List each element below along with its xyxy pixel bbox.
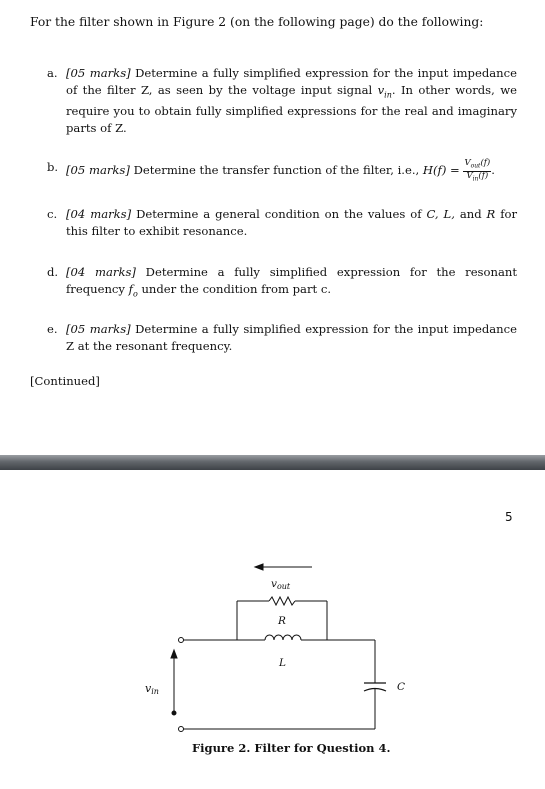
math-var: R: [486, 207, 496, 221]
filter-circuit-diagram: [0, 470, 545, 770]
inductor-label: L: [279, 657, 286, 669]
item-label: e.: [47, 322, 58, 336]
page-divider: [0, 455, 545, 470]
item-text-part: Determine a fully simplified expression for the resonant frequency: [66, 265, 517, 296]
item-text-part: under the condition from part c.: [137, 282, 332, 296]
vout-arrow-head: [255, 564, 263, 570]
capacitor-label: C: [397, 681, 406, 693]
resistor-label: R: [278, 615, 286, 627]
vin-arrow-tail: [172, 711, 176, 715]
question-item-b: [47, 159, 517, 183]
item-label: c.: [47, 207, 58, 221]
item-text: [66, 264, 517, 302]
item-text-part: . In other words, we require you to obtain fully simplified expressions for the real and imaginary parts of Z.: [66, 83, 517, 136]
question-item-c: [47, 206, 517, 240]
math-vars: C, L,: [426, 207, 455, 221]
continued-label: [Continued]: [30, 374, 100, 388]
marks-label: [05 marks]: [66, 322, 131, 336]
item-label: d.: [47, 265, 59, 279]
item-label: b.: [47, 160, 59, 174]
question-intro: For the filter shown in Figure 2 (on the following page) do the following:: [30, 15, 484, 29]
input-terminal-bottom: [179, 727, 184, 732]
item-text-part: Determine a fully simplified expression for the input impedance Z at the resonant frequency.: [66, 322, 517, 353]
marks-label: [04 marks]: [66, 265, 136, 279]
item-text-part: for this filter to exhibit resonance.: [66, 207, 518, 238]
marks-label: [05 marks]: [66, 66, 131, 80]
item-text: [66, 206, 517, 240]
transfer-function-fraction: $\frac{V_{out}(f)}{V_{in}(f)}$: [464, 158, 491, 183]
item-label: a.: [47, 66, 58, 80]
vin-label: vin: [145, 682, 159, 696]
marks-label: [04 marks]: [66, 207, 132, 221]
item-text: [66, 159, 517, 183]
marks-label: [05 marks]: [66, 163, 130, 178]
figure-caption: Figure 2. Filter for Question 4.: [192, 741, 391, 755]
item-text: [66, 65, 517, 137]
item-text-part: .: [491, 163, 495, 178]
input-terminal-top: [179, 638, 184, 643]
question-item-d: [47, 264, 517, 302]
item-text: [66, 321, 517, 355]
question-item-e: [47, 321, 517, 355]
item-text-part: Determine a general condition on the values of: [131, 207, 427, 221]
resistor-symbol: [269, 597, 295, 605]
transfer-function-lhs: H(f) =: [422, 163, 464, 178]
question-item-a: [47, 65, 517, 137]
inductor-symbol: [265, 635, 301, 640]
item-text-part: Determine a fully simplified expression for the input impedance of the filter Z, as seen by the voltage input signal: [66, 66, 517, 97]
vout-label: vout: [271, 578, 291, 591]
math-var: $v_{in}$: [377, 83, 392, 100]
page-number: 5: [505, 510, 513, 524]
vin-arrow-head: [171, 650, 177, 658]
document-page-2: [0, 470, 545, 789]
math-var: $f_o$: [128, 282, 138, 299]
item-text-part: Determine the transfer function of the filter, i.e.,: [129, 163, 423, 178]
item-text-part: and: [454, 207, 487, 221]
